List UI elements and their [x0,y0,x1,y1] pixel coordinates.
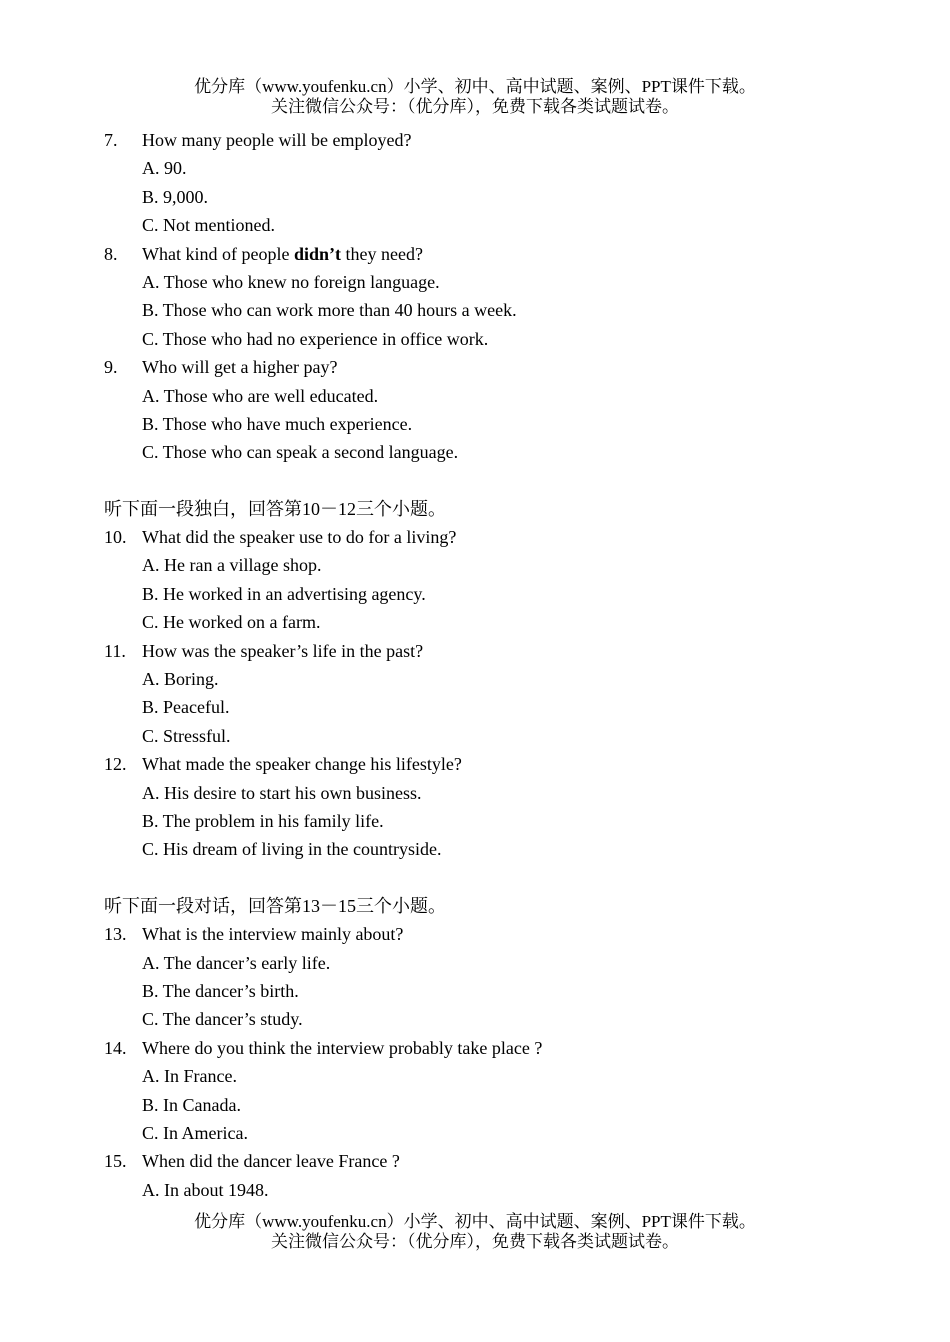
question-13 [104,920,884,948]
footer-line-1: 优分库（www.youfenku.cn）小学、初中、高中试题、案例、PPT课件下载。 [194,1212,756,1231]
option-c: C. Those who can speak a second language. [142,442,459,463]
question-number: 10. [104,527,127,548]
question-list [104,126,884,1204]
question-number: 8. [104,243,118,264]
question-text: How many people will be employed? [142,130,412,150]
question-text-start: What kind of people [142,243,294,264]
section-title-monologue: 听下面一段独白，回答第10－12三个小题。 [104,498,446,519]
option-c: C. He worked on a farm. [142,612,321,633]
section-gap [104,864,884,892]
question-text: What is the interview mainly about? [142,924,404,945]
option-a: A. He ran a village shop. [142,555,322,576]
option-c: C. His dream of living in the countryside. [142,839,442,860]
question-text: Where do you think the interview probably take place ? [142,1037,543,1058]
question-text: When did the dancer leave France ? [142,1151,400,1172]
question-number: 15. [104,1151,127,1172]
option-b: B. Those who have much experience. [142,413,413,434]
question-number: 13. [104,924,127,945]
question-text: How was the speaker’s life in the past? [142,640,424,661]
header-line-1: 优分库（www.youfenku.cn）小学、初中、高中试题、案例、PPT课件下载。 [194,77,756,96]
question-12 [104,750,884,778]
question-number: 11. [104,640,126,661]
question-14 [104,1034,884,1062]
option-b: B. The problem in his family life. [142,810,384,831]
question-number: 9. [104,357,118,378]
option-b: B. 9,000. [142,186,209,207]
question-number: 7. [104,130,118,150]
option-a: A. His desire to start his own business. [142,782,422,803]
option-a: A. 90. [142,158,187,179]
question-15 [104,1147,884,1175]
question-text-emphasis: didn’t [293,243,341,264]
option-b: B. The dancer’s birth. [142,980,299,1001]
question-text: What made the speaker change his lifestyle? [142,754,462,775]
option-c: C. Those who had no experience in office work. [142,328,489,349]
question-text: Who will get a higher pay? [142,357,338,378]
option-c: C. Not mentioned. [142,215,275,236]
option-a: A. Those who are well educated. [142,385,379,406]
option-a: A. The dancer’s early life. [142,952,331,973]
question-9 [104,353,884,381]
option-b: B. In Canada. [142,1094,241,1115]
question-11 [104,637,884,665]
question-text [142,240,423,268]
question-number: 12. [104,754,127,775]
question-text: What did the speaker use to do for a living? [142,527,457,548]
option-a: A. In France. [142,1066,237,1087]
option-c: C. In America. [142,1122,248,1143]
option-b: B. Those who can work more than 40 hours a week. [142,300,517,321]
question-7 [104,126,884,154]
option-c: C. Stressful. [142,725,231,746]
option-a: A. Those who knew no foreign language. [142,271,440,292]
question-text-end: they need? [341,243,423,264]
option-b: B. He worked in an advertising agency. [142,583,426,604]
question-10 [104,523,884,551]
header-line-2: 关注微信公众号：（优分库），免费下载各类试题试卷。 [271,97,679,116]
question-8 [104,240,884,268]
footer-line-2: 关注微信公众号：（优分库），免费下载各类试题试卷。 [271,1232,679,1251]
option-a: A. In about 1948. [142,1179,269,1200]
option-b: B. Peaceful. [142,697,230,718]
section-gap [104,467,884,495]
section-title-dialogue: 听下面一段对话，回答第13－15三个小题。 [104,895,446,916]
question-number: 14. [104,1037,127,1058]
option-c: C. The dancer’s study. [142,1009,303,1030]
option-a: A. Boring. [142,669,219,690]
